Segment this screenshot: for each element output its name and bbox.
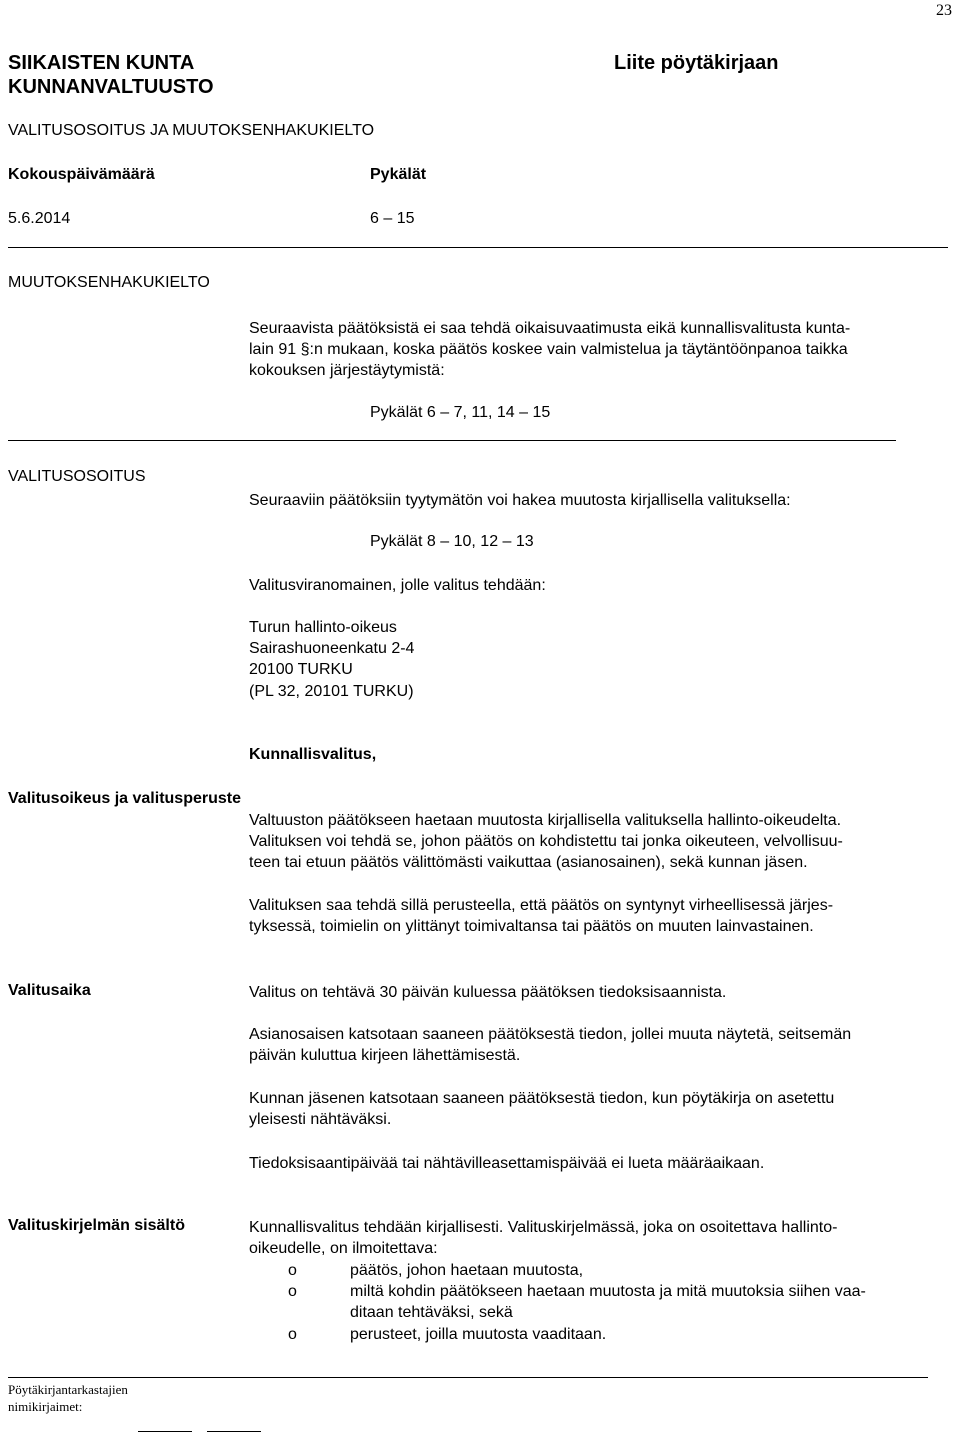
appeal-intro: Seuraaviin päätöksiin tyytymätön voi hakea muutosta kirjallisella valituksella: — [249, 492, 791, 509]
header-divider — [8, 247, 948, 248]
organization-name: SIIKAISTEN KUNTA — [8, 52, 195, 74]
notice-day-text: Tiedoksisaantipäivää tai nähtävilleasettamispäivää ei lueta määräaikaan. — [249, 1155, 765, 1172]
text-line: tyksessä, toimielin on ylittänyt toimivaltansa tai päätös on muuten lainvastainen. — [249, 918, 814, 935]
appeal-grounds-text — [249, 895, 957, 937]
list-item-text: miltä kohdin päätökseen haetaan muutosta ja mitä muutoksia siihen vaa- — [350, 1283, 866, 1300]
party-notice-text — [249, 1024, 957, 1066]
appeal-ban-heading: MUUTOKSENHAKUKIELTO — [8, 274, 210, 291]
footer-initials-label: Pöytäkirjantarkastajien — [8, 1382, 128, 1397]
text-line: Valtuuston päätökseen haetaan muutosta kirjallisella valituksella hallinto-oikeudelta. — [249, 812, 842, 829]
right-to-appeal-label: Valitusoikeus ja valitusperuste — [8, 790, 241, 807]
list-item — [350, 1281, 957, 1323]
section-divider — [8, 440, 896, 441]
footer-divider — [8, 1377, 928, 1378]
bullet-marker: o — [288, 1262, 297, 1279]
appeal-contents-label: Valituskirjelmän sisältö — [8, 1217, 185, 1234]
authority-street: Sairashuoneenkatu 2-4 — [249, 640, 415, 657]
member-notice-text — [249, 1088, 957, 1130]
list-item-text: ditaan tehtäväksi, sekä — [350, 1304, 513, 1321]
appendix-label: Liite pöytäkirjaan — [614, 52, 779, 74]
list-item-text: perusteet, joilla muutosta vaaditaan. — [350, 1326, 607, 1343]
appeal-heading: VALITUSOSOITUS — [8, 468, 146, 485]
authority-name: Turun hallinto-oikeus — [249, 619, 397, 636]
initials-signature-line — [207, 1431, 261, 1432]
appeal-authority-label: Valitusviranomainen, jolle valitus tehdään: — [249, 577, 546, 594]
appeal-ban-text — [249, 318, 957, 381]
appeal-period-label: Valitusaika — [8, 982, 91, 999]
organization-body: KUNNANVALTUUSTO — [8, 76, 214, 98]
text-line: Kunnallisvalitus tehdään kirjallisesti. Valituskirjelmässä, joka on osoitettava hallinto- — [249, 1219, 838, 1236]
sections-label: Pykälät — [370, 166, 427, 183]
text-line: yleisesti nähtäväksi. — [249, 1111, 392, 1128]
authority-city: 20100 TURKU — [249, 661, 353, 678]
text-line: Asianosaisen katsotaan saaneen päätöksestä tiedon, jollei muuta näytetä, seitsemän — [249, 1026, 852, 1043]
text-line: päivän kuluttua kirjeen lähettämisestä. — [249, 1047, 521, 1064]
initials-signature-line — [138, 1431, 192, 1432]
meeting-date: 5.6.2014 — [8, 210, 71, 227]
municipal-appeal-heading: Kunnallisvalitus, — [249, 746, 377, 763]
bullet-marker: o — [288, 1283, 297, 1300]
appeal-sections: Pykälät 8 – 10, 12 – 13 — [370, 533, 534, 550]
footer-initials-label-cont: nimikirjaimet: — [8, 1399, 83, 1414]
text-line: Valituksen saa tehdä sillä perusteella, että päätös on syntynyt virheellisessä järjes- — [249, 897, 834, 914]
right-to-appeal-text — [249, 810, 957, 873]
authority-po-box: (PL 32, 20101 TURKU) — [249, 683, 414, 700]
appeal-ban-line: Seuraavista päätöksistä ei saa tehdä oikaisuvaatimusta eikä kunnallisvalitusta kunta- — [249, 320, 851, 337]
appeal-ban-sections: Pykälät 6 – 7, 11, 14 – 15 — [370, 404, 551, 421]
list-item — [350, 1260, 957, 1281]
text-line: oikeudelle, on ilmoitettava: — [249, 1240, 438, 1257]
bullet-marker: o — [288, 1326, 297, 1343]
list-item — [350, 1324, 957, 1345]
text-line: teen tai etuun päätös välittömästi vaikuttaa (asianosainen), sekä kunnan jäsen. — [249, 854, 808, 871]
meeting-sections: 6 – 15 — [370, 210, 415, 227]
appeal-ban-line: lain 91 §:n mukaan, koska päätös koskee vain valmistelua ja täytäntöönpanoa taikka — [249, 341, 848, 358]
document-title: VALITUSOSOITUS JA MUUTOKSENHAKUKIELTO — [8, 122, 375, 139]
meeting-date-label: Kokouspäivämäärä — [8, 166, 155, 183]
text-line: Valituksen voi tehdä se, johon päätös on kohdistettu tai jonka oikeuteen, velvollisuu- — [249, 833, 843, 850]
appeal-ban-line: kokouksen järjestäytymistä: — [249, 362, 445, 379]
list-item-text: päätös, johon haetaan muutosta, — [350, 1262, 584, 1279]
text-line: Kunnan jäsenen katsotaan saaneen päätöksestä tiedon, kun pöytäkirja on asetettu — [249, 1090, 835, 1107]
appeal-period-text: Valitus on tehtävä 30 päivän kuluessa päätöksen tiedoksisaannista. — [249, 984, 727, 1001]
appeal-contents-intro — [249, 1217, 957, 1259]
page-number: 23 — [936, 2, 952, 19]
